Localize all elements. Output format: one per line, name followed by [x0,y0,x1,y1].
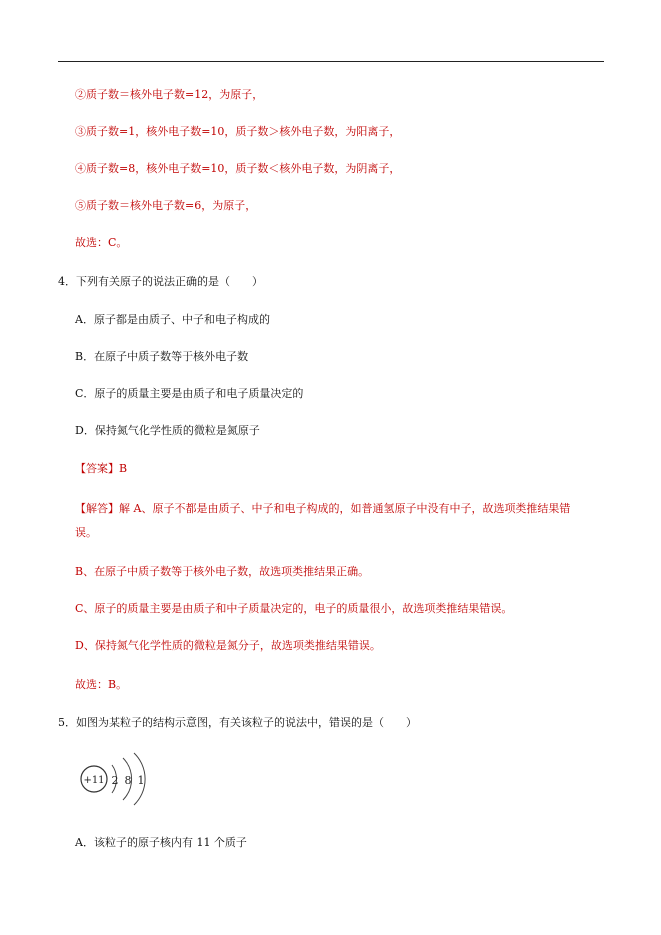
solution-line-5: ⑤质子数＝核外电子数=6，为原子， [75,199,257,212]
question-4-option-c: C．原子的质量主要是由质子和电子质量决定的 [75,387,304,400]
shell-2-electrons: 8 [124,774,132,787]
question-4-analysis-a-cont: 误。 [75,526,97,539]
question-4-stem: 4．下列有关原子的说法正确的是（ ） [58,275,263,288]
question-4-option-b: B．在原子中质子数等于核外电子数 [75,350,249,363]
question-4-analysis-a: 【解答】解 A、原子不都是由质子、中子和电子构成的，如普通氢原子中没有中子，故选项类推结果错 [75,502,571,515]
question-5-option-a: A．该粒子的原子核内有 11 个质子 [75,836,247,849]
question-5-stem: 5．如图为某粒子的结构示意图，有关该粒子的说法中，错误的是（ ） [58,716,417,729]
shell-3-electrons: 1 [137,774,145,787]
question-4-analysis-c: C、原子的质量主要是由质子和中子质量决定的，电子的质量很小，故选项类推结果错误。 [75,602,513,615]
question-4-option-d: D．保持氮气化学性质的微粒是氮原子 [75,424,260,437]
nucleus-charge: +11 [83,775,105,786]
question-4-analysis-d: D、保持氮气化学性质的微粒是氮分子，故选项类推结果错误。 [75,639,381,652]
solution-choice: 故选：C。 [75,236,128,249]
question-4-option-a: A．原子都是由质子、中子和电子构成的 [75,313,270,326]
atomic-structure-diagram [78,748,156,810]
solution-line-4: ④质子数=8，核外电子数=10，质子数＜核外电子数，为阴离子， [75,162,401,175]
solution-line-2: ②质子数＝核外电子数=12，为原子， [75,88,264,101]
header-rule [58,61,604,62]
solution-line-3: ③质子数=1，核外电子数=10，质子数＞核外电子数，为阳离子， [75,125,401,138]
question-4-choice: 故选：B。 [75,678,128,691]
question-4-answer: 【答案】B [75,462,128,475]
question-4-analysis-b: B、在原子中质子数等于核外电子数，故选项类推结果正确。 [75,565,370,578]
shell-1-electrons: 2 [111,774,119,787]
